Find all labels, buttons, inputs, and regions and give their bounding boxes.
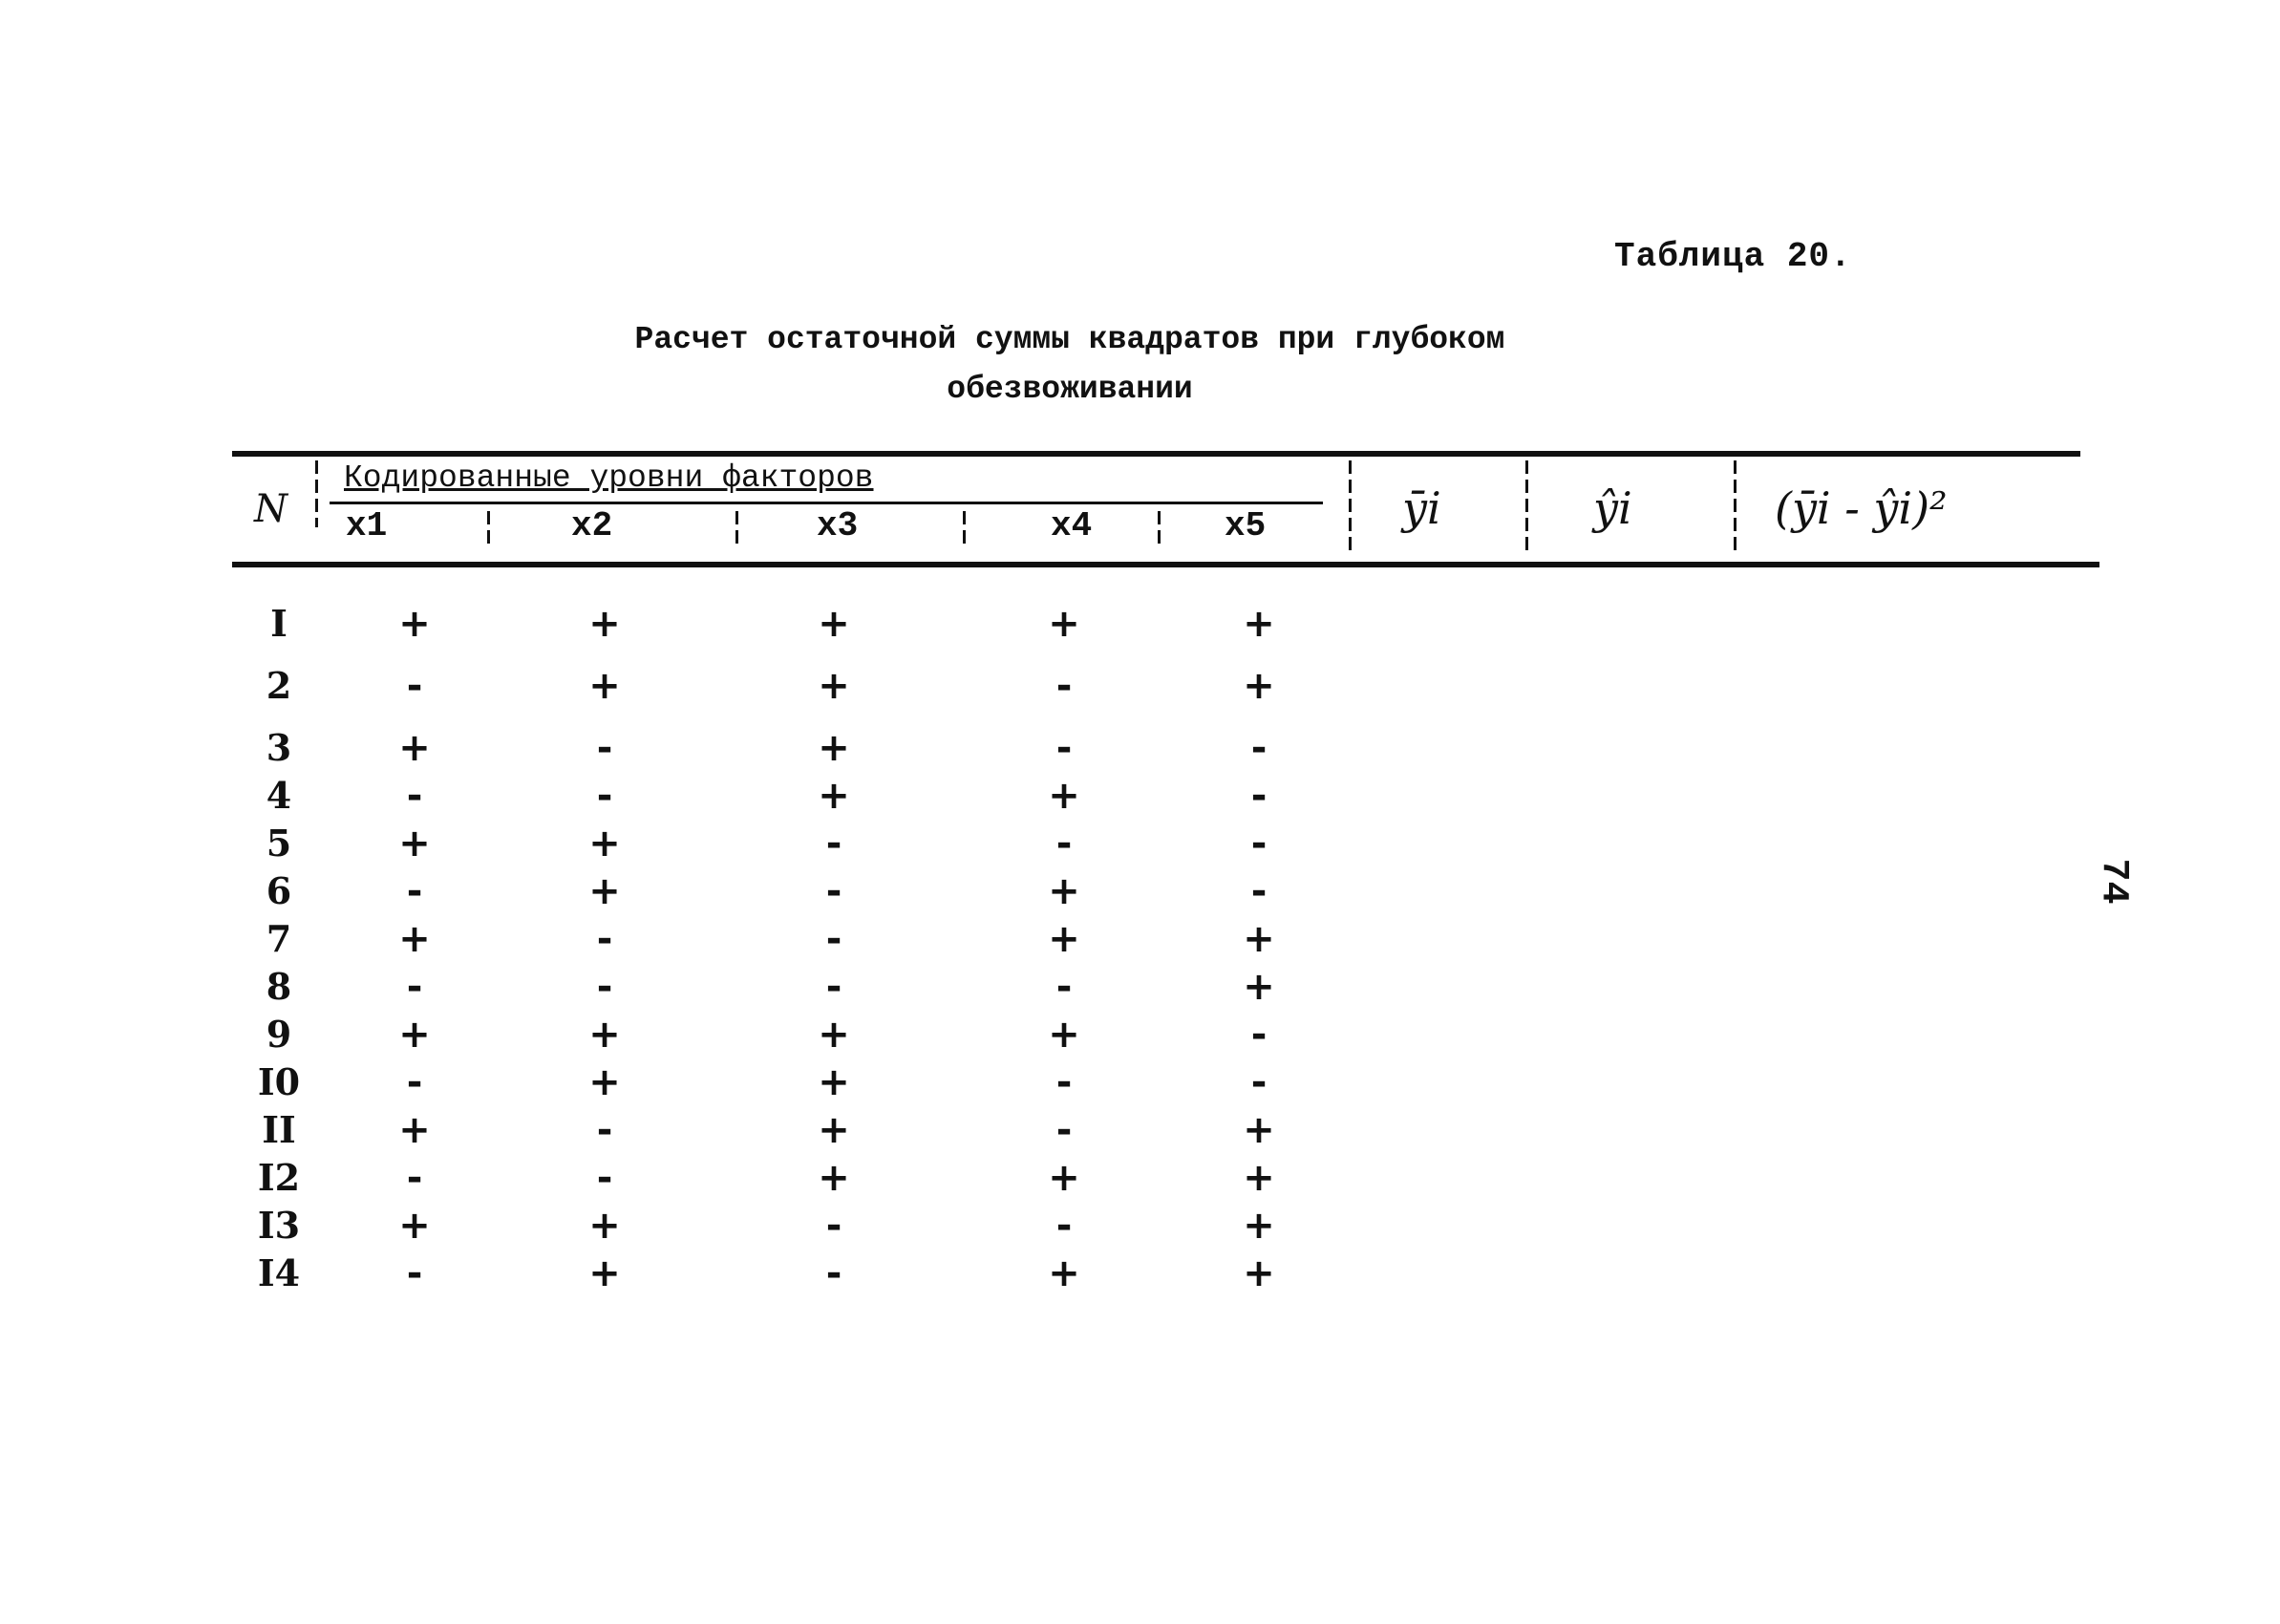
factor-level-cell: + (818, 774, 850, 818)
header-factor-x2: x2 (571, 506, 613, 545)
factor-level-cell: + (588, 664, 621, 708)
factor-level-cell: + (398, 1013, 431, 1057)
factor-level-cell: + (818, 726, 850, 770)
row-number: 4 (266, 774, 292, 817)
factor-level-cell: - (596, 917, 613, 961)
factor-level-cell: - (1250, 726, 1268, 770)
column-separator (1349, 460, 1352, 556)
factor-level-cell: - (406, 774, 423, 818)
factor-level-cell: + (398, 822, 431, 865)
factor-level-cell: - (825, 965, 842, 1009)
row-number: I2 (257, 1156, 301, 1199)
title-line-1: Расчет остаточной суммы квадратов при глубоком (634, 322, 1505, 357)
row-number: I3 (257, 1204, 301, 1247)
factor-level-cell: + (1243, 1156, 1275, 1200)
table-label: Таблица 20. (1614, 237, 1852, 276)
factor-level-cell: - (1055, 726, 1073, 770)
column-separator (1734, 460, 1737, 556)
factor-level-cell: + (398, 1108, 431, 1152)
factor-level-cell: + (588, 1204, 621, 1248)
factor-level-cell: - (825, 869, 842, 913)
factor-level-cell: + (588, 1251, 621, 1295)
factor-level-cell: + (588, 1060, 621, 1104)
factor-level-cell: - (596, 774, 613, 818)
factor-level-cell: - (406, 1060, 423, 1104)
factor-level-cell: + (818, 664, 850, 708)
header-y-mean: ȳi (1402, 482, 1441, 534)
row-number: 6 (266, 869, 292, 912)
factor-level-cell: - (1055, 1060, 1073, 1104)
row-number: 3 (266, 726, 292, 769)
header-factor-x4: x4 (1051, 506, 1093, 545)
column-separator (1158, 511, 1161, 545)
factor-level-cell: + (588, 869, 621, 913)
factor-level-cell: - (825, 1204, 842, 1248)
factor-level-cell: + (398, 602, 431, 646)
factor-level-cell: + (818, 1156, 850, 1200)
row-number: I4 (257, 1251, 301, 1294)
factor-level-cell: + (1243, 1251, 1275, 1295)
factor-level-cell: - (406, 1251, 423, 1295)
title-line-2: обезвоживании (947, 372, 1193, 407)
row-number: 7 (266, 917, 292, 960)
row-number: 8 (266, 965, 292, 1008)
factor-level-cell: - (406, 869, 423, 913)
factor-level-cell: + (818, 1060, 850, 1104)
factor-level-cell: + (1243, 1108, 1275, 1152)
factor-level-cell: + (588, 822, 621, 865)
group-underline (330, 502, 1323, 504)
factor-level-cell: + (398, 726, 431, 770)
factor-level-cell: - (406, 965, 423, 1009)
factor-level-cell: - (1250, 1013, 1268, 1057)
row-number: II (262, 1108, 296, 1151)
column-separator (315, 460, 318, 527)
header-factor-x3: x3 (817, 506, 859, 545)
factor-level-cell: + (588, 1013, 621, 1057)
factor-level-cell: + (1243, 602, 1275, 646)
factor-level-cell: - (825, 917, 842, 961)
header-factor-x5: x5 (1225, 506, 1267, 545)
factor-level-cell: - (596, 1108, 613, 1152)
factor-level-cell: + (398, 1204, 431, 1248)
factor-level-cell: + (1048, 774, 1080, 818)
factor-level-cell: - (406, 1156, 423, 1200)
factor-level-cell: + (1048, 917, 1080, 961)
factor-level-cell: - (1055, 664, 1073, 708)
factor-level-cell: + (818, 1108, 850, 1152)
factor-level-cell: - (825, 1251, 842, 1295)
column-separator (487, 511, 490, 545)
factor-level-cell: + (1048, 1251, 1080, 1295)
factor-level-cell: + (818, 1013, 850, 1057)
factor-level-cell: - (1055, 1204, 1073, 1248)
header-y-hat: ŷi (1593, 482, 1632, 534)
factor-level-cell: + (398, 917, 431, 961)
side-page-number: 74 (2091, 858, 2135, 905)
factor-level-cell: - (1250, 774, 1268, 818)
factor-level-cell: + (1243, 664, 1275, 708)
document-title (535, 315, 1605, 415)
factor-level-cell: + (1048, 1156, 1080, 1200)
column-separator (963, 511, 966, 545)
factor-level-cell: + (1048, 869, 1080, 913)
factor-level-cell: - (1055, 1108, 1073, 1152)
row-number: I (270, 602, 288, 645)
factor-level-cell: - (825, 822, 842, 865)
factor-level-cell: - (1055, 822, 1073, 865)
factor-level-cell: - (1250, 822, 1268, 865)
factor-level-cell: - (1250, 1060, 1268, 1104)
header-factor-x1: x1 (346, 506, 388, 545)
row-number: I0 (257, 1060, 301, 1103)
factor-level-cell: - (596, 1156, 613, 1200)
factor-level-cell: - (596, 965, 613, 1009)
header-row-number: N (254, 487, 288, 531)
factor-level-cell: + (1243, 917, 1275, 961)
factor-level-cell: - (1055, 965, 1073, 1009)
factor-level-cell: + (588, 602, 621, 646)
factor-level-cell: - (1250, 869, 1268, 913)
column-separator (1525, 460, 1528, 556)
header-top-rule (232, 451, 2080, 457)
header-factor-group: Кодированные уровни факторов (344, 460, 874, 496)
factor-level-cell: + (1243, 1204, 1275, 1248)
factor-level-cell: - (596, 726, 613, 770)
row-number: 2 (266, 664, 292, 707)
factor-level-cell: - (406, 664, 423, 708)
header-residual: (ȳi - ŷi)² (1775, 482, 1948, 534)
row-number: 5 (266, 822, 292, 865)
factor-level-cell: + (1243, 965, 1275, 1009)
header-bottom-rule (232, 562, 2099, 567)
column-separator (735, 511, 738, 545)
row-number: 9 (266, 1013, 292, 1056)
factor-level-cell: + (1048, 1013, 1080, 1057)
factor-level-cell: + (818, 602, 850, 646)
factor-level-cell: + (1048, 602, 1080, 646)
